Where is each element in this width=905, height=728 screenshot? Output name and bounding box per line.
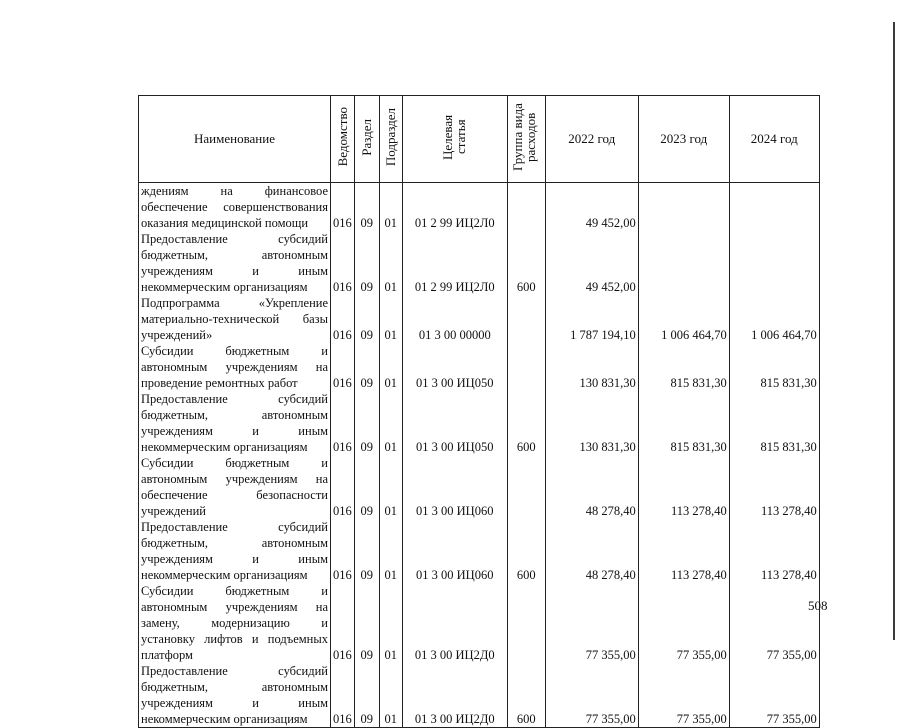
row-expense-group: 600 — [507, 391, 545, 455]
row-amount-2023: 113 278,40 — [638, 455, 729, 519]
row-amount-2024: 815 831,30 — [729, 343, 819, 391]
row-subsection: 01 — [379, 583, 402, 663]
row-expense-group: 600 — [507, 663, 545, 728]
table-row — [139, 663, 820, 728]
table-row — [139, 343, 820, 391]
row-amount-2022: 130 831,30 — [545, 343, 638, 391]
row-amount-2024: 77 355,00 — [729, 583, 819, 663]
row-amount-2022: 77 355,00 — [545, 663, 638, 728]
row-section: 09 — [354, 183, 379, 232]
row-name: Субсидии бюджетным и автономным учреждениям на обеспечение безопасности учреждений — [139, 455, 331, 519]
header-year-2022: 2022 год — [545, 96, 638, 183]
row-section: 09 — [354, 455, 379, 519]
row-name: Предоставление субсидий бюджетным, автономным учреждениям и иным некоммерческим организациям — [139, 663, 331, 728]
row-department: 016 — [331, 583, 355, 663]
page-number: 508 — [808, 598, 828, 613]
row-department: 016 — [331, 183, 355, 232]
row-target-article: 01 2 99 ИЦ2Л0 — [402, 231, 507, 295]
row-section: 09 — [354, 583, 379, 663]
row-name: Субсидии бюджетным и автономным учреждениям на проведение ремонтных работ — [139, 343, 331, 391]
row-amount-2022: 48 278,40 — [545, 519, 638, 583]
table-row — [139, 583, 820, 663]
row-subsection: 01 — [379, 519, 402, 583]
row-section: 09 — [354, 343, 379, 391]
row-expense-group — [507, 583, 545, 663]
row-target-article: 01 3 00 ИЦ050 — [402, 343, 507, 391]
row-subsection: 01 — [379, 295, 402, 343]
row-target-article: 01 3 00 ИЦ060 — [402, 519, 507, 583]
row-name: Субсидии бюджетным и автономным учреждениям на замену, модернизацию и установку лифтов и подъемных платформ — [139, 583, 331, 663]
row-expense-group — [507, 343, 545, 391]
header-year-2023: 2023 год — [638, 96, 729, 183]
row-amount-2024 — [729, 183, 819, 232]
row-amount-2022: 49 452,00 — [545, 183, 638, 232]
row-department: 016 — [331, 391, 355, 455]
header-row — [139, 96, 820, 183]
row-name: Подпрограмма «Укрепление материально-технической базы учреждений» — [139, 295, 331, 343]
row-amount-2024: 77 355,00 — [729, 663, 819, 728]
row-subsection: 01 — [379, 231, 402, 295]
row-section: 09 — [354, 391, 379, 455]
row-section: 09 — [354, 295, 379, 343]
header-expense-group: Группа вида расходов — [507, 96, 545, 183]
row-target-article: 01 3 00 ИЦ050 — [402, 391, 507, 455]
budget-table — [138, 95, 820, 728]
table-body — [139, 183, 820, 728]
row-amount-2024: 1 006 464,70 — [729, 295, 819, 343]
row-subsection: 01 — [379, 183, 402, 232]
row-department: 016 — [331, 343, 355, 391]
table-row — [139, 183, 820, 232]
row-target-article: 01 3 00 ИЦ060 — [402, 455, 507, 519]
row-section: 09 — [354, 663, 379, 728]
row-expense-group: 600 — [507, 231, 545, 295]
table-row — [139, 391, 820, 455]
row-name: Предоставление субсидий бюджетным, автономным учреждениям и иным некоммерческим организациям — [139, 391, 331, 455]
row-department: 016 — [331, 519, 355, 583]
row-target-article: 01 3 00 00000 — [402, 295, 507, 343]
row-amount-2022: 1 787 194,10 — [545, 295, 638, 343]
row-expense-group — [507, 183, 545, 232]
row-subsection: 01 — [379, 455, 402, 519]
row-amount-2024 — [729, 231, 819, 295]
row-department: 016 — [331, 455, 355, 519]
row-amount-2023: 77 355,00 — [638, 583, 729, 663]
scan-edge-line — [893, 22, 895, 640]
row-amount-2023 — [638, 183, 729, 232]
row-expense-group: 600 — [507, 519, 545, 583]
row-amount-2024: 113 278,40 — [729, 519, 819, 583]
row-amount-2024: 815 831,30 — [729, 391, 819, 455]
row-amount-2023: 77 355,00 — [638, 663, 729, 728]
table-row — [139, 519, 820, 583]
row-amount-2022: 49 452,00 — [545, 231, 638, 295]
header-name: Наименование — [139, 96, 331, 183]
row-name: Предоставление субсидий бюджетным, автономным учреждениям и иным некоммерческим организациям — [139, 231, 331, 295]
row-amount-2022: 48 278,40 — [545, 455, 638, 519]
row-expense-group — [507, 455, 545, 519]
row-subsection: 01 — [379, 663, 402, 728]
row-subsection: 01 — [379, 343, 402, 391]
row-amount-2023 — [638, 231, 729, 295]
row-expense-group — [507, 295, 545, 343]
row-amount-2023: 815 831,30 — [638, 391, 729, 455]
row-target-article: 01 3 00 ИЦ2Д0 — [402, 663, 507, 728]
row-name: Предоставление субсидий бюджетным, автономным учреждениям и иным некоммерческим организациям — [139, 519, 331, 583]
row-target-article: 01 2 99 ИЦ2Л0 — [402, 183, 507, 232]
row-name: ждениям на финансовое обеспечение совершенствования оказания медицинской помощи — [139, 183, 331, 232]
row-amount-2022: 77 355,00 — [545, 583, 638, 663]
table-row — [139, 455, 820, 519]
row-amount-2023: 113 278,40 — [638, 519, 729, 583]
row-department: 016 — [331, 231, 355, 295]
row-amount-2022: 130 831,30 — [545, 391, 638, 455]
header-section: Раздел — [354, 96, 379, 183]
row-section: 09 — [354, 519, 379, 583]
table-row — [139, 231, 820, 295]
row-amount-2023: 815 831,30 — [638, 343, 729, 391]
header-target-article: Целевая статья — [402, 96, 507, 183]
header-subsection: Подраздел — [379, 96, 402, 183]
row-subsection: 01 — [379, 391, 402, 455]
table-row — [139, 295, 820, 343]
row-amount-2024: 113 278,40 — [729, 455, 819, 519]
row-section: 09 — [354, 231, 379, 295]
row-target-article: 01 3 00 ИЦ2Д0 — [402, 583, 507, 663]
row-department: 016 — [331, 663, 355, 728]
header-year-2024: 2024 год — [729, 96, 819, 183]
row-department: 016 — [331, 295, 355, 343]
header-department: Ведомство — [331, 96, 355, 183]
row-amount-2023: 1 006 464,70 — [638, 295, 729, 343]
